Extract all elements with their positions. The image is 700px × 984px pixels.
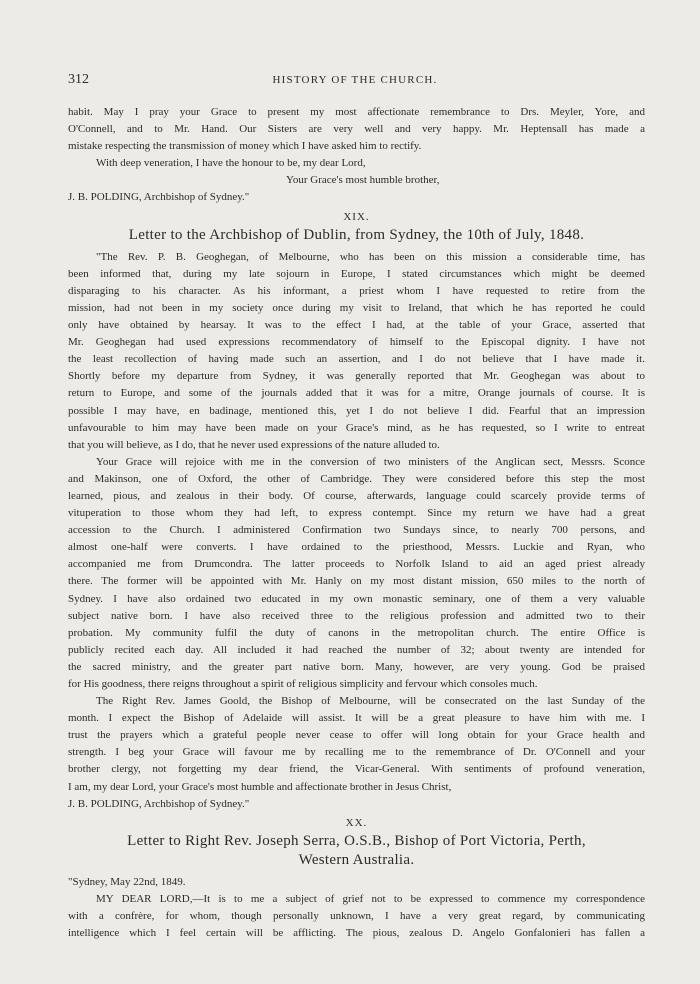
text-line: publicly recited each day. All included it had reached the number of 32; about twenty are intended for [68,643,645,656]
text-line: unfavourable to him may have been made on your Grace's mind, as he has requested, so I write to entreat [68,421,645,434]
text-line: and Makinson, one of Oxford, the other of Cambridge. They were considered before this step the most [68,472,645,485]
text-line: the sacred ministry, and the greater part native born. Many, however, are very young. God be praised [68,660,645,673]
text-line: trust the prayers which a grateful people never cease to offer will long obtain for your Grace health and [68,729,645,742]
text-line: "The Rev. P. B. Geoghegan, of Melbourne, who has been on this mission a considerable time, has [96,250,645,263]
text-line: return to Europe, and some of the journals added that it was for a mitre, Orange journals of course. It is [68,387,645,400]
text-line: mistake respecting the transmission of money which I have asked him to rectify. [68,140,422,153]
text-line: possible I may have, en badinage, mentioned this, yet I do not believe I did. Fearful that an impression [68,404,645,417]
text-line: mission, had not been in my society once during my visit to Ireland, that which he has reported he could [68,301,645,314]
text-line: with a confrère, for whom, though personally unknown, I have a very great regard, by communicating [68,910,645,923]
page-header [68,72,642,90]
text-line: MY DEAR LORD,—It is to me a subject of grief not to be expressed to commence my correspondence [96,892,645,905]
text-line: only have obtained by hearsay. It was to the effect I had, at the table of your Grace, asserted that [68,319,645,332]
text-line: that you will believe, as I do, that he never used expressions of the nature alluded to. [68,438,440,451]
complimentary-close: Your Grace's most humble brother, [286,174,440,187]
section-number: XIX. [343,210,370,223]
text-line: accession to the Church. I administered Confirmation two Sundays since, to nearly 700 persons, and [68,524,645,537]
text-line: learned, pious, and zealous in their body. Of course, afterwards, language could scarcely provide terms of [68,489,645,502]
text-line: Mr. Geoghegan had used expressions recommendatory of himself to the Episcopal dignity. I have not [68,336,645,349]
page-number: 312 [68,72,89,87]
letter-title: Letter to the Archbishop of Dublin, from Sydney, the 10th of July, 1848. [128,226,585,243]
text-line: vituperation to those whom they had left, to express contempt. Since my return we have had a great [68,507,645,520]
text-line: accompanied me from Drumcondra. The latter proceeds to Norfolk Island to aid an aged priest already [68,558,645,571]
text-line: brother clergy, not forgetting my dear friend, the Vicar-General. With sentiments of profound veneration, [68,763,645,776]
text-line: I am, my dear Lord, your Grace's most humble and affectionate brother in Jesus Christ, [68,780,452,793]
text-line: Shortly before my departure from Sydney, it was generally reported that Mr. Geoghegan was about to [68,370,645,383]
signature: J. B. POLDING, Archbishop of Sydney." [68,797,250,810]
text-line: for His goodness, there reigns throughout a spirit of religious simplicity and fervour which consoles much. [68,678,538,690]
text-line: disparaging to his character. As his informant, a priest whom I have requested to retire from the [68,284,645,297]
text-line: subject native born. I have also received three to the religious profession and admitted two to their [68,609,645,622]
text-line: there. The former will be appointed with Mr. Hanly on my most distant mission, 650 miles to the north of [68,575,645,588]
text-line: month. I expect the Bishop of Adelaide will assist. It will be a great pleasure to have him with me. I [68,712,645,725]
text-line: The Right Rev. James Goold, the Bishop of Melbourne, will be consecrated on the last Sunday of the [96,695,645,708]
text-line: probation. My community fulfil the duty of canons in the metropolitan church. The entire Office is [68,626,645,639]
section-number: XX. [345,816,368,829]
text-line: habit. May I pray your Grace to present my most affectionate remembrance to Drs. Meyler, Yore, and [68,106,645,118]
text-line: almost one-half were converts. I have ordained to the priesthood, Messrs. Luckie and Ryan, who [68,541,645,554]
text-line: strength. I beg your Grace will favour me by recalling me to the remembrance of Dr. O'Connell and your [68,746,645,759]
letter-date: "Sydney, May 22nd, 1849. [68,875,186,888]
closing-line: With deep veneration, I have the honour to be, my dear Lord, [96,157,366,170]
text-line: intelligence which I feel certain will be afflicting. The pious, zealous D. Angelo Gonfalonieri has fallen a [68,927,645,940]
letter-title: Letter to Right Rev. Joseph Serra, O.S.B., Bishop of Port Victoria, Perth, [127,832,586,849]
letter-title-continued: Western Australia. [298,851,415,868]
running-title: HISTORY OF THE CHURCH. [272,74,438,86]
text-line: the least recollection of having made such an assertion, and I do not believe that I have made it. [68,353,645,366]
text-line: been informed that, during my late sojourn in Europe, I stated circumstances which might be deemed [68,267,645,280]
page-body [68,104,645,942]
text-line: O'Connell, and to Mr. Hand. Our Sisters are very well and very happy. Mr. Heptensall has made a [68,123,645,136]
text-line: Your Grace will rejoice with me in the conversion of two ministers of the Anglican sect, Messrs. Sconce [96,455,645,468]
text-line: Sydney. I have also ordained two educated in my own monastic seminary, one of them a very valuable [68,592,645,605]
signature: J. B. POLDING, Archbishop of Sydney." [68,191,250,204]
